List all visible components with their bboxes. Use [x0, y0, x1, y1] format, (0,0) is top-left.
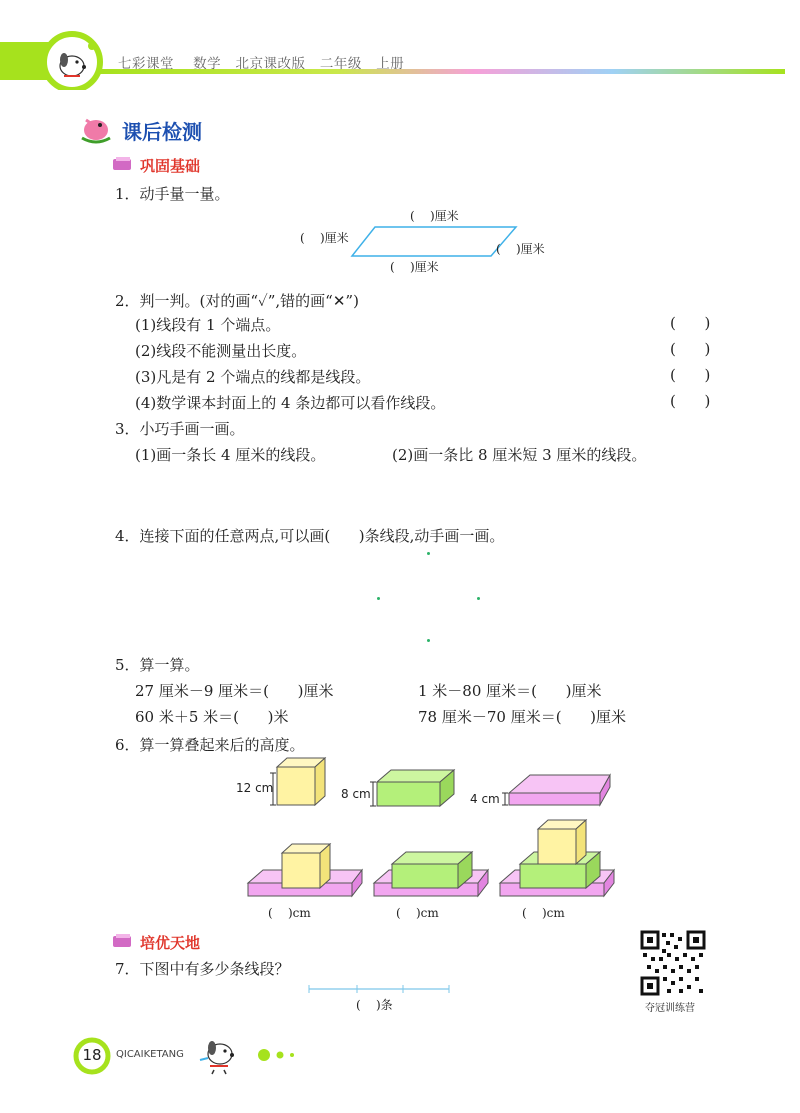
- header-series: 七彩课堂: [118, 56, 174, 72]
- q4-dot-left: [377, 597, 380, 600]
- q5-item-3: 60 米＋5 米＝( )米: [135, 708, 289, 726]
- q2-answer-1[interactable]: ( ): [670, 314, 711, 332]
- q2-answer-3[interactable]: ( ): [670, 366, 711, 384]
- header-grade: 二年级: [319, 56, 362, 72]
- q6-answer-2[interactable]: ( )cm: [396, 906, 439, 920]
- footer-mascot-icon: [194, 1030, 250, 1076]
- section-title: 课后检测: [122, 120, 202, 144]
- green-box-8cm: [370, 770, 454, 806]
- q2-item-3: (3)凡是有 2 个端点的线都是线段。: [135, 368, 371, 386]
- q6-answer-3[interactable]: ( )cm: [522, 906, 565, 920]
- stack-2: [374, 852, 488, 896]
- q7-segment-figure: [305, 983, 455, 995]
- q1-top-label: ( )厘米: [410, 209, 459, 223]
- footer-dots: [256, 1047, 306, 1063]
- q4-dot-right: [477, 597, 480, 600]
- q2-answer-4[interactable]: ( ): [670, 392, 711, 410]
- label-12cm: 12 cm: [236, 781, 274, 795]
- q2-item-2: (2)线段不能测量出长度。: [135, 342, 307, 360]
- header-volume: 上册: [376, 56, 405, 72]
- q4-dot-top: [427, 552, 430, 555]
- q5-item-2: 1 米－80 厘米＝( )厘米: [418, 682, 602, 700]
- q2-item-4: (4)数学课本封面上的 4 条边都可以看作线段。: [135, 394, 446, 412]
- stack-1: [248, 844, 362, 896]
- q5-item-1: 27 厘米－9 厘米＝( )厘米: [135, 682, 334, 700]
- header-edition: 北京课改版: [235, 56, 306, 72]
- q6-answer-1[interactable]: ( )cm: [268, 906, 311, 920]
- stack-3: [500, 820, 614, 896]
- footer-brand: QICAIKETANG: [116, 1049, 184, 1060]
- q3-text: 3．小巧手画一画。: [115, 420, 245, 438]
- stacking-figure: [230, 755, 630, 905]
- subsection-advanced: 培优天地: [140, 934, 201, 952]
- q1-bottom-label: ( )厘米: [390, 260, 439, 274]
- qr-caption: 夺冠训练营: [645, 1003, 695, 1014]
- pencil-box-icon: [112, 156, 134, 172]
- q4-text: 4．连接下面的任意两点,可以画( )条线段,动手画一画。: [115, 527, 505, 545]
- q7-answer[interactable]: ( )条: [356, 998, 393, 1012]
- header-subject: 数学: [193, 56, 222, 72]
- subsection-basic: 巩固基础: [140, 157, 201, 175]
- q1-right-label: ( )厘米: [496, 242, 545, 256]
- qr-code-icon[interactable]: [640, 930, 706, 996]
- q4-dot-bottom: [427, 639, 430, 642]
- label-4cm: 4 cm: [470, 792, 500, 806]
- parallelogram-shape: [350, 225, 520, 259]
- q2-answer-2[interactable]: ( ): [670, 340, 711, 358]
- q7-text: 7．下图中有多少条线段？: [115, 960, 290, 978]
- q3-part-2: (2)画一条比 8 厘米短 3 厘米的线段。: [392, 446, 647, 464]
- label-8cm: 8 cm: [341, 787, 371, 801]
- bird-icon: [78, 112, 114, 146]
- q1-left-label: ( )厘米: [300, 231, 349, 245]
- page-number: 18: [82, 1046, 102, 1064]
- q6-text: 6．算一算叠起来后的高度。: [115, 736, 305, 754]
- q2-item-1: (1)线段有 1 个端点。: [135, 316, 281, 334]
- pink-slab-4cm: [502, 775, 610, 805]
- q5-item-4: 78 厘米－70 厘米＝( )厘米: [418, 708, 627, 726]
- q5-text: 5．算一算。: [115, 656, 200, 674]
- q2-text: 2．判一判。(对的画“✓”,错的画“✕”): [115, 292, 359, 310]
- yellow-cube-12cm: [270, 758, 325, 805]
- q3-part-1: (1)画一条长 4 厘米的线段。: [135, 446, 326, 464]
- q1-text: 1．动手量一量。: [115, 185, 230, 203]
- pencil-box-icon-2: [112, 933, 134, 949]
